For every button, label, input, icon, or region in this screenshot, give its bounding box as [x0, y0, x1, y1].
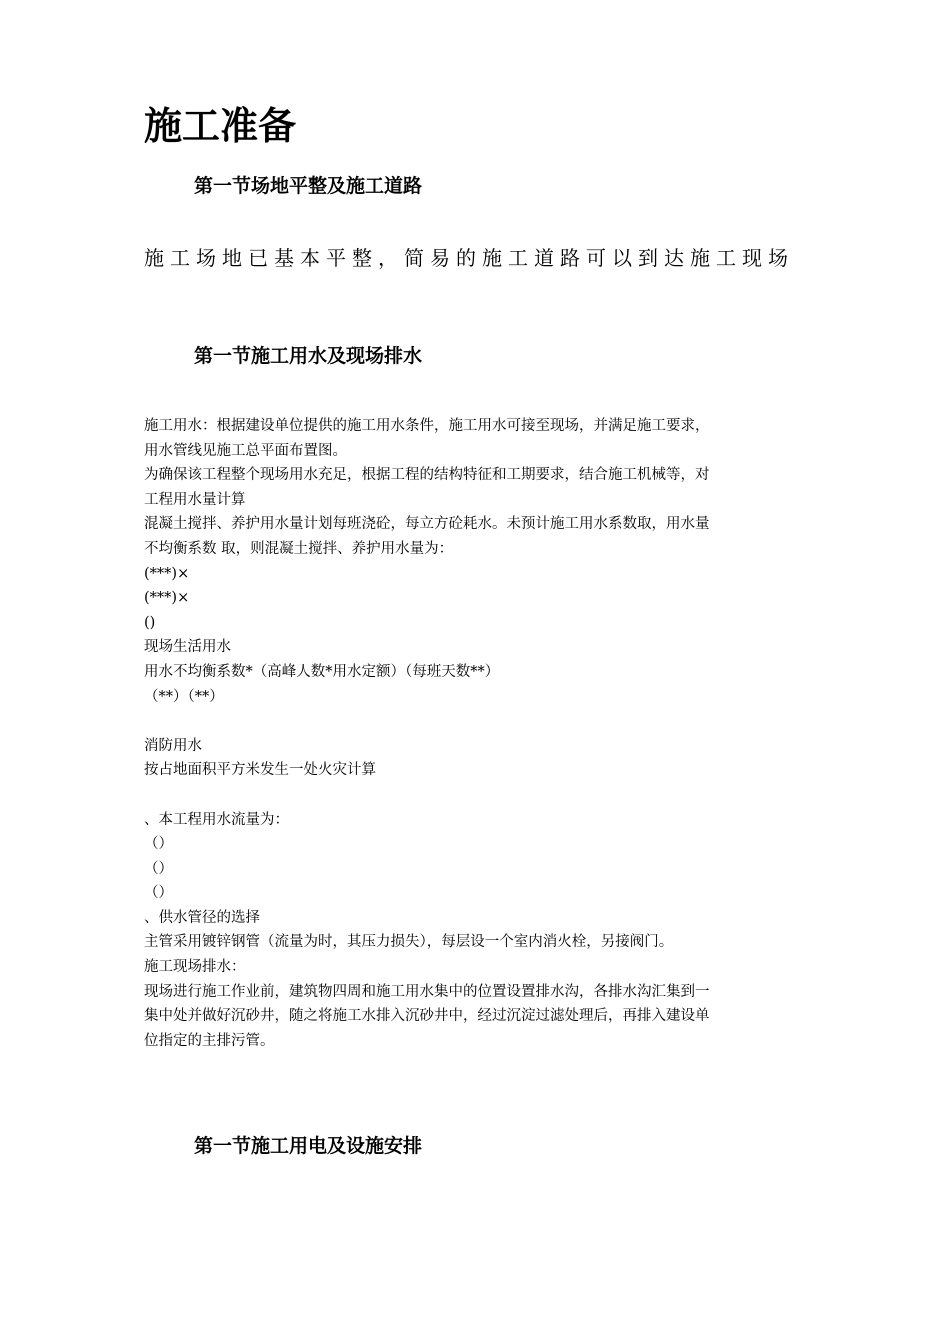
- section-heading-water-drainage: 第一节施工用水及现场排水: [194, 345, 423, 367]
- body-line: 、供水管径的选择: [144, 909, 260, 926]
- body-line: 按占地面积平方米发生一处火灾计算: [144, 762, 376, 779]
- body-line: （）: [144, 836, 173, 853]
- intro-paragraph: 施工场地已基本平整，简易的施工道路可以到达施工现场: [144, 246, 794, 270]
- body-line-blank: [144, 709, 812, 734]
- document-title: 施工准备: [144, 104, 297, 148]
- body-line: 为确保该工程整个现场用水充足，根据工程的结构特征和工期要求，结合施工机械等，对: [144, 467, 710, 484]
- body-line: (***)×: [144, 565, 190, 582]
- body-line: （）: [144, 860, 173, 877]
- body-line: 工程用水量计算: [144, 491, 246, 508]
- body-line: 集中处并做好沉砂井，随之将施工水排入沉砂井中，经过沉淀过滤处理后，再排入建设单: [144, 1008, 710, 1025]
- body-line: 施工用水：根据建设单位提供的施工用水条件，施工用水可接至现场，并满足施工要求，: [144, 418, 710, 434]
- body-line: 混凝土搅拌、养护用水量计划每班浇砼，每立方砼耗水。未预计施工用水系数取，用水量: [144, 516, 710, 533]
- body-line: 现场生活用水: [144, 639, 231, 656]
- body-line: (***)×: [144, 590, 190, 607]
- water-section-body: [144, 414, 812, 1053]
- body-line: (): [144, 614, 156, 631]
- body-line: 不均衡系数 取，则混凝土搅拌、养护用水量为：: [144, 540, 454, 557]
- body-line: （）: [144, 885, 173, 902]
- body-line: 用水不均衡系数*（高峰人数*用水定额）（每班天数**）: [144, 663, 500, 680]
- section-heading-site-leveling: 第一节场地平整及施工道路: [194, 175, 423, 197]
- body-line: 主管采用镀锌钢管（流量为时，其压力损失），每层设一个室内消火栓，另接阀门。: [144, 934, 674, 951]
- body-line: （**）（**）: [144, 688, 224, 705]
- body-line: 、本工程用水流量为：: [144, 811, 289, 828]
- body-line: 用水管线见施工总平面布置图。: [144, 442, 347, 459]
- body-line: 消防用水: [144, 737, 202, 754]
- body-line: 位指定的主排污管。: [144, 1032, 275, 1049]
- body-line-blank: [144, 783, 812, 808]
- section-heading-power-facilities: 第一节施工用电及设施安排: [194, 1135, 423, 1157]
- body-line: 现场进行施工作业前，建筑物四周和施工用水集中的位置设置排水沟，各排水沟汇集到一: [144, 983, 710, 1000]
- body-line: 施工现场排水：: [144, 959, 246, 976]
